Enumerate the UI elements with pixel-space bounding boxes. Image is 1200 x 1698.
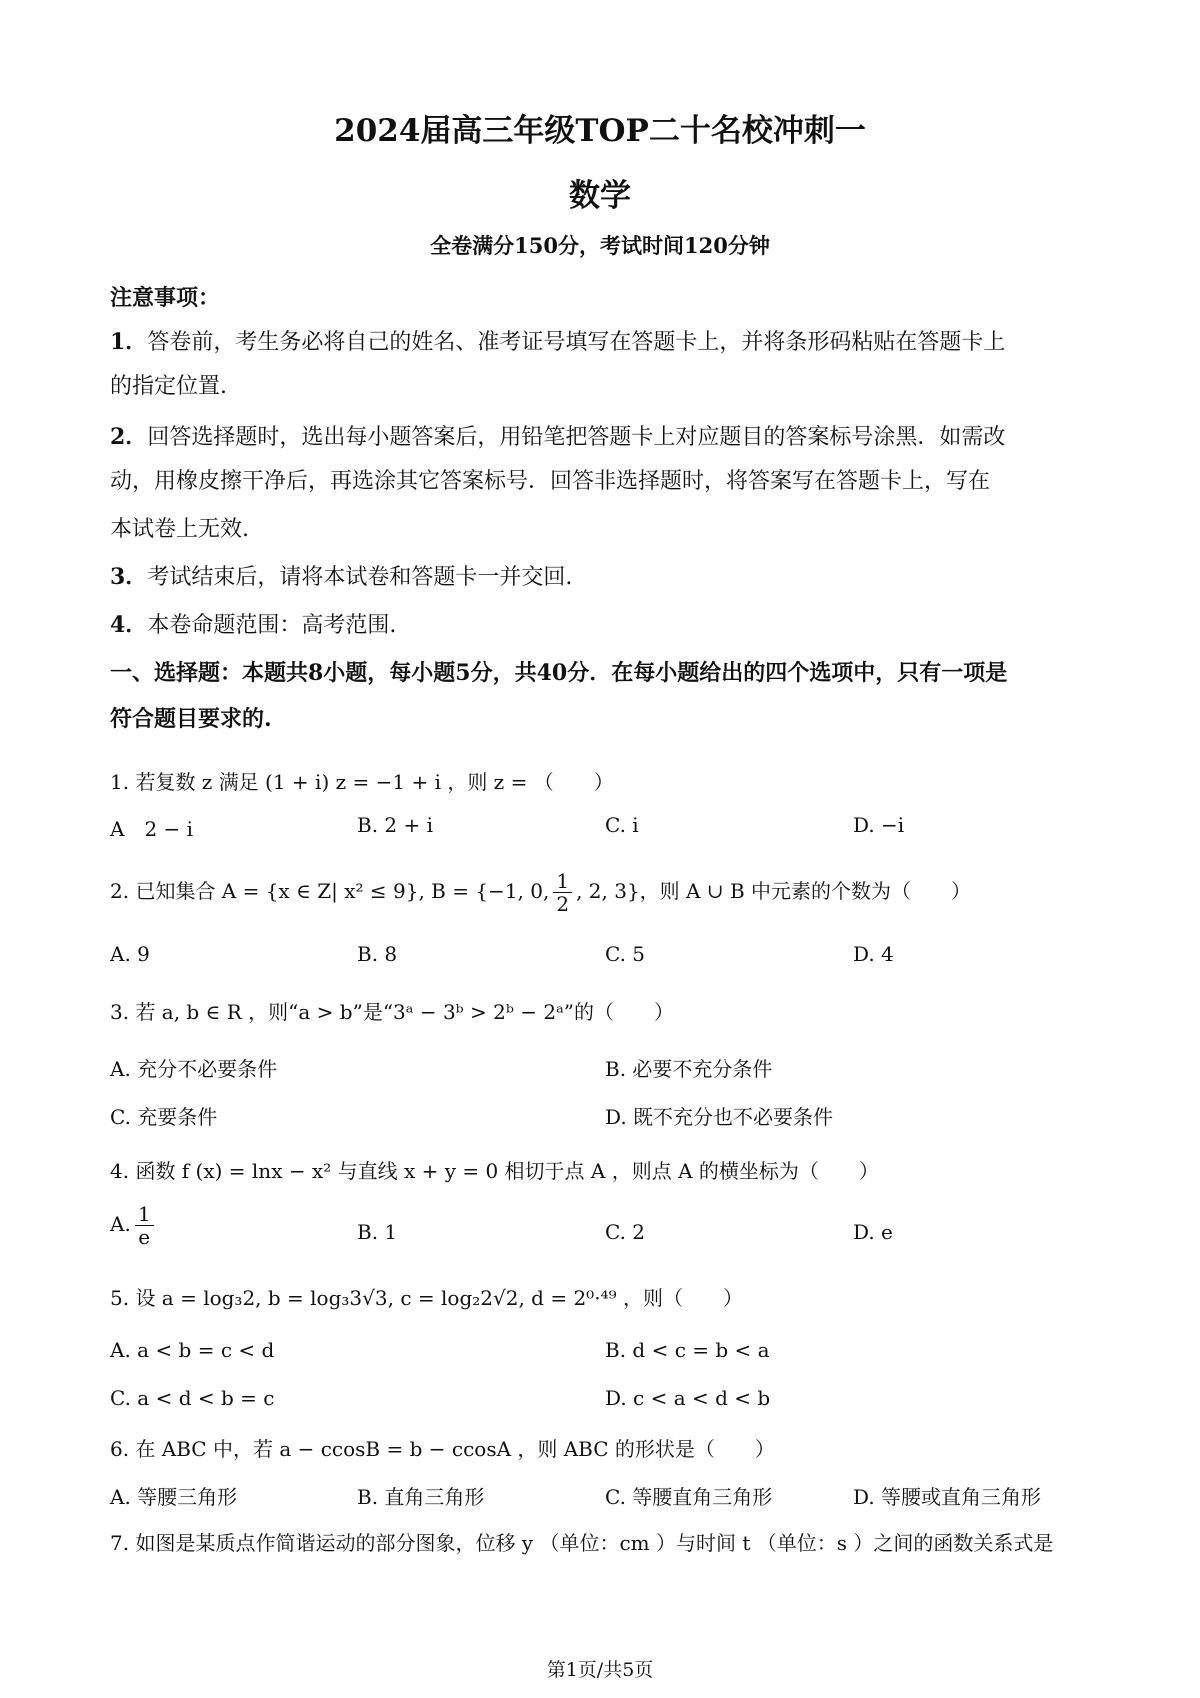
q6-option-c: C. 等腰直角三角形 — [605, 1485, 773, 1509]
q2-option-b: B. 8 — [357, 942, 398, 966]
question-2-stem: 2. 已知集合 A = {x ∈ Z| x² ≤ 9}, B = {−1, 0, $\frac{1}{2}$ , 2, 3}，则 A ∪ B 中元素的个数为（ ） — [110, 869, 972, 916]
q3-option-a: A. 充分不必要条件 — [110, 1057, 278, 1081]
notice-item-1-cont: 的指定位置. — [110, 374, 227, 399]
notice-item-2-cont2: 本试卷上无效. — [110, 517, 249, 542]
page-title: 2024届高三年级TOP二十名校冲刺一 — [334, 113, 866, 149]
question-1-stem: 1. 若复数 z 满足 (1 + i) z = −1 + i ，则 z = （ ） — [110, 770, 614, 794]
notice-item-3: 3．考试结束后，请将本试卷和答题卡一并交回. — [110, 564, 573, 590]
q5-option-c: C. a < d < b = c — [110, 1386, 275, 1410]
notice-item-2: 2．回答选择题时，选出每小题答案后，用铅笔把答题卡上对应题目的答案标号涂黑．如需改 — [110, 424, 1006, 450]
question-5-stem: 5. 设 a = log₃2, b = log₃3√3, c = log₂2√2, d = 2⁰·⁴⁹ ，则（ ） — [110, 1286, 743, 1310]
q4-option-b: B. 1 — [357, 1220, 398, 1244]
q2-fraction: $\frac{1}{2}$ — [553, 870, 572, 915]
q1-option-a: A 2 − i — [110, 817, 194, 841]
section-heading-cont: 符合题目要求的. — [110, 706, 272, 732]
subject-title: 数学 — [569, 178, 631, 214]
q2-option-a: A. 9 — [110, 942, 150, 966]
question-4-stem: 4. 函数 f (x) = lnx − x² 与直线 x + y = 0 相切于点 A ，则点 A 的横坐标为（ ） — [110, 1159, 879, 1183]
question-3-stem: 3. 若 a, b ∈ R ，则“a > b”是“3ᵃ − 3ᵇ > 2ᵇ − 2ᵃ”的（ ） — [110, 1000, 675, 1024]
q6-option-d: D. 等腰或直角三角形 — [853, 1485, 1042, 1509]
q4-option-a: A. $\frac{1}{e}$ — [110, 1203, 158, 1248]
q3-option-b: B. 必要不充分条件 — [605, 1057, 773, 1081]
q6-option-b: B. 直角三角形 — [357, 1485, 485, 1509]
q5-option-a: A. a < b = c < d — [110, 1338, 275, 1362]
notice-item-1: 1．答卷前，考生务必将自己的姓名、准考证号填写在答题卡上，并将条形码粘贴在答题卡上 — [110, 329, 1006, 355]
q4-option-d: D. e — [853, 1220, 893, 1244]
q5-option-b: B. d < c = b < a — [605, 1338, 770, 1362]
question-7-stem: 7. 如图是某质点作简谐运动的部分图象，位移 y （单位：cm ）与时间 t （单位：s ）之间的函数关系式是 — [110, 1531, 1054, 1555]
notice-heading: 注意事项： — [110, 285, 221, 311]
notice-item-2-cont: 动，用橡皮擦干净后，再选涂其它答案标号．回答非选择题时，将答案写在答题卡上，写在 — [110, 469, 991, 494]
q1-option-b: B. 2 + i — [357, 813, 434, 837]
question-6-stem: 6. 在 ABC 中，若 a − ccosB = b − ccosA ，则 ABC 的形状是（ ） — [110, 1437, 775, 1461]
q4-option-a-fraction: $\frac{1}{e}$ — [135, 1203, 154, 1248]
q2-option-c: C. 5 — [605, 942, 646, 966]
q2-option-d: D. 4 — [853, 942, 894, 966]
page-footer: 第1页/共5页 — [546, 1659, 654, 1681]
q3-option-d: D. 既不充分也不必要条件 — [605, 1105, 834, 1129]
q1-option-c: C. i — [605, 813, 639, 837]
q5-option-d: D. c < a < d < b — [605, 1386, 771, 1410]
notice-item-4: 4．本卷命题范围：高考范围. — [110, 612, 397, 638]
q6-option-a: A. 等腰三角形 — [110, 1485, 238, 1509]
q3-option-c: C. 充要条件 — [110, 1105, 218, 1129]
section-heading: 一、选择题：本题共8小题，每小题5分，共40分．在每小题给出的四个选项中，只有一项是 — [110, 660, 1008, 686]
q1-option-d: D. −i — [853, 813, 905, 837]
q4-option-c: C. 2 — [605, 1220, 646, 1244]
exam-subtitle: 全卷满分150分，考试时间120分钟 — [430, 233, 770, 258]
